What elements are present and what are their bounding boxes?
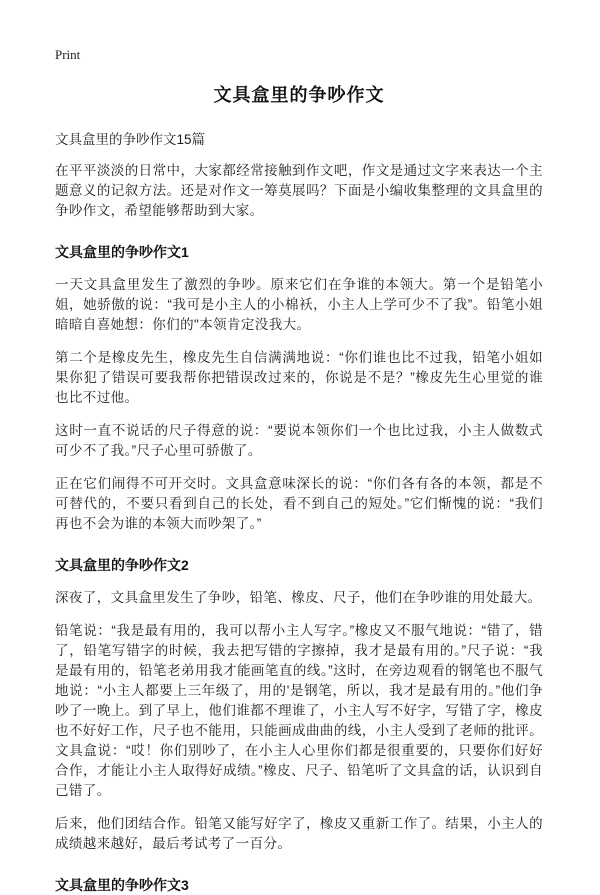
section1-paragraph-2: 第二个是橡皮先生，橡皮先生自信满满地说：“你们谁也比不过我，铅笔小姐如果你犯了错误可要我帮你把错误改过来的，你说是不是？”橡皮先生心里觉的谁也比不过他。 [55, 350, 543, 405]
section1-paragraph-4: 正在它们闹得不可开交时。文具盒意味深长的说：“你们各有各的本领，都是不可替代的，不要只看到自己的长处，看不到自己的短处。”它们惭愧的说：“我们再也不会为谁的本领大而吵架了。” [55, 476, 543, 531]
section-heading-2: 文具盒里的争吵作文2 [55, 557, 189, 573]
section-heading-3: 文具盒里的争吵作文3 [55, 877, 189, 893]
subtitle: 文具盒里的争吵作文15篇 [55, 132, 206, 147]
section2-paragraph-3: 后来，他们团结合作。铅笔又能写好字了，橡皮又重新工作了。结果，小主人的成绩越来越好，最后考试考了一百分。 [55, 816, 543, 851]
page-title: 文具盒里的争吵作文 [213, 85, 385, 105]
section1-paragraph-3: 这时一直不说话的尺子得意的说：“要说本领你们一个也比过我，小主人做数式可少不了我。”尺子心里可骄傲了。 [55, 423, 543, 458]
section2-paragraph-2: 铅笔说：“我是最有用的，我可以帮小主人写字。”橡皮又不服气地说：“错了，错了，铅笔写错字的时候，我去把写错的字擦掉，我才是最有用的。”尺子说：“我是最有用的，铅笔老弟用我才能画笔直的线。”这时，在旁边观看的钢笔也不服气地说：“小主人都要上三年级了，用的'是钢笔，所以，我才是最有用的。”他们争吵了一晚上。到了早上，他们谁都不理谁了，小主人写不好字，写错了字，橡皮也不好好工作，尺子也不能用，只能画成曲曲的线，小主人受到了老师的批评。文具盒说：“哎！你们别吵了，在小主人心里你们都是很重要的，只要你们好好合作，才能让小主人取得好成绩。”橡皮、尺子、铅笔听了文具盒的话，认识到自己错了。 [55, 623, 543, 798]
section1-paragraph-1: 一天文具盒里发生了激烈的争吵。原来它们在争谁的本领大。第一个是铅笔小姐，她骄傲的说：“我可是小主人的小棉袄，小主人上学可少不了我”。铅笔小姐暗暗自喜她想：你们的"本领肯定没我大。 [55, 277, 543, 332]
print-link[interactable]: Print [55, 47, 81, 62]
section2-paragraph-1: 深夜了，文具盒里发生了争吵，铅笔、橡皮、尺子，他们在争吵谁的用处最大。 [55, 590, 542, 605]
section-heading-1: 文具盒里的争吵作文1 [55, 244, 189, 260]
intro-paragraph: 在平平淡淡的日常中，大家都经常接触到作文吧，作文是通过文字来表达一个主题意义的记叙方法。还是对作文一筹莫展吗？下面是小编收集整理的文具盒里的争吵作文，希望能够帮助到大家。 [55, 163, 543, 218]
